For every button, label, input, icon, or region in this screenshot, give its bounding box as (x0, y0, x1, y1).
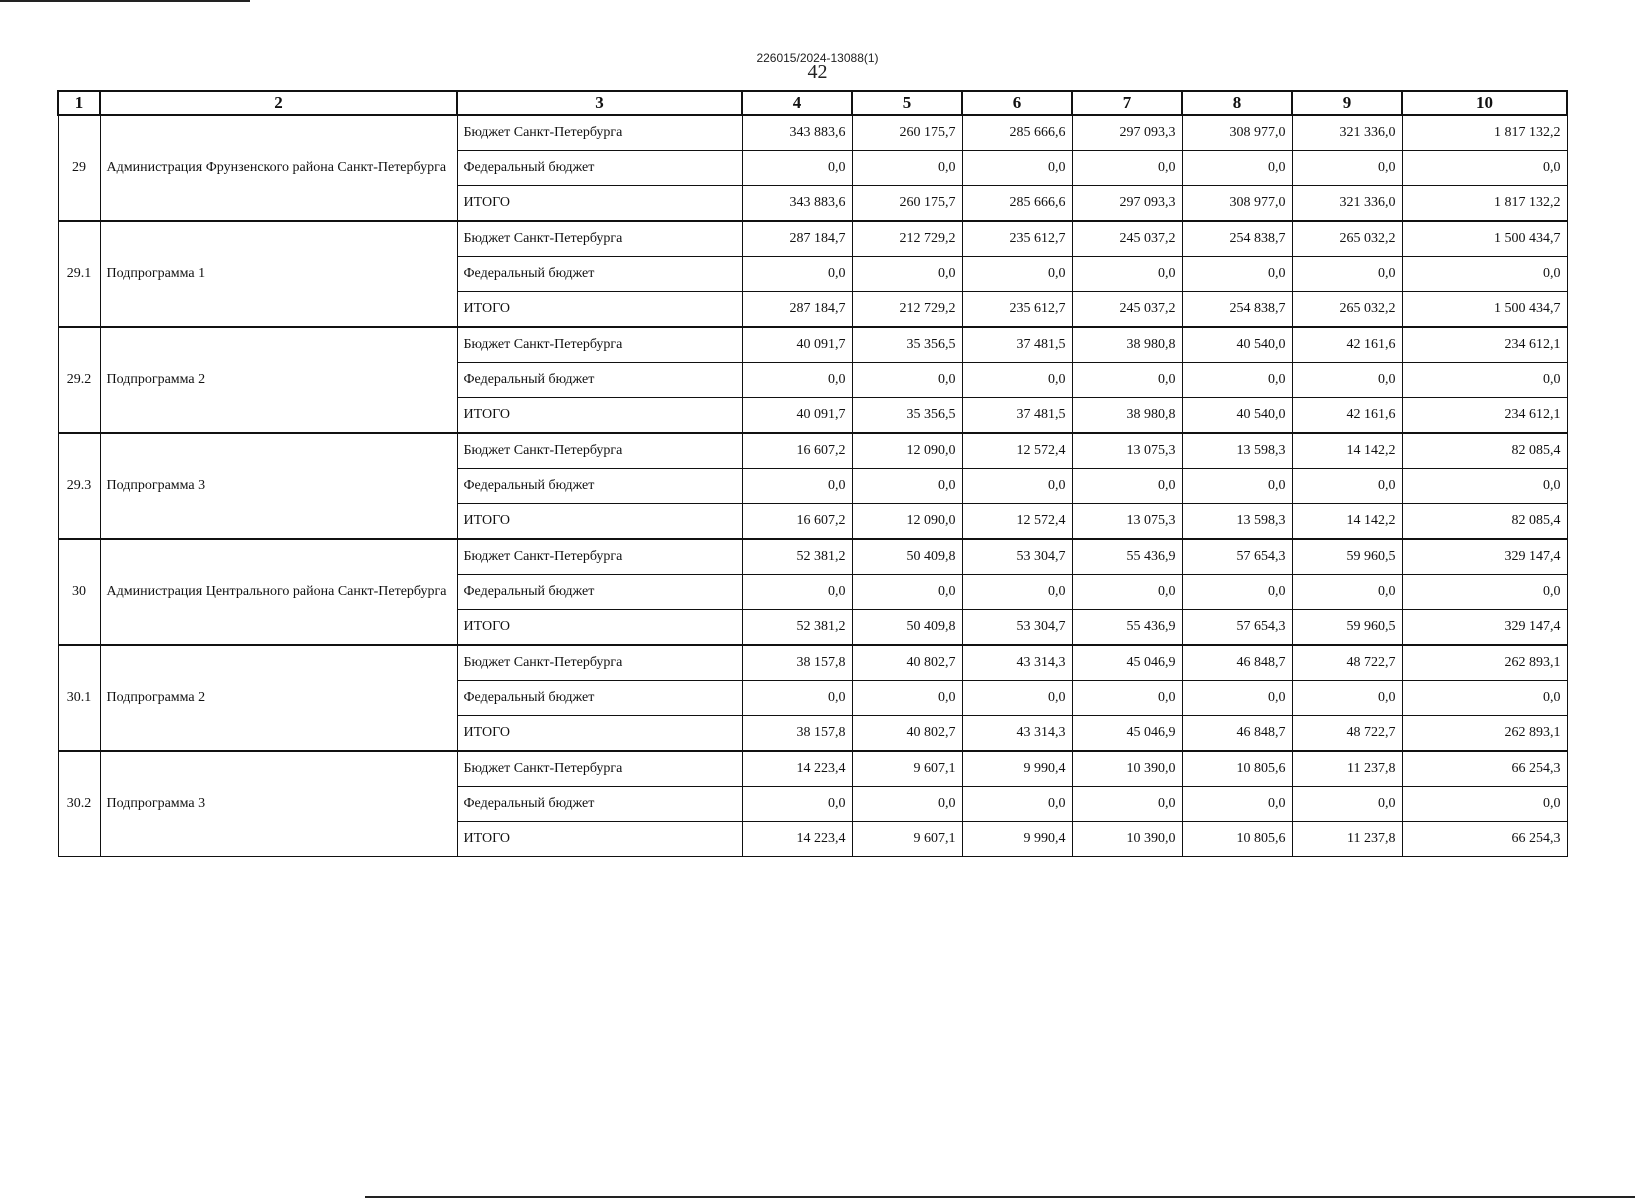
amount-cell: 0,0 (1072, 469, 1182, 504)
scan-edge-line (365, 1196, 1635, 1198)
amount-cell: 0,0 (962, 787, 1072, 822)
column-number-header-row (58, 91, 1567, 115)
funding-source: ИТОГО (457, 610, 742, 646)
row-index: 29 (58, 115, 100, 221)
funding-source: Бюджет Санкт-Петербурга (457, 433, 742, 469)
row-index: 30 (58, 539, 100, 645)
amount-cell: 40 802,7 (852, 645, 962, 681)
amount-cell: 0,0 (852, 787, 962, 822)
amount-cell: 0,0 (1182, 363, 1292, 398)
amount-cell: 40 540,0 (1182, 327, 1292, 363)
amount-cell: 48 722,7 (1292, 645, 1402, 681)
amount-cell: 0,0 (1072, 787, 1182, 822)
amount-cell: 38 157,8 (742, 716, 852, 752)
amount-cell: 10 805,6 (1182, 822, 1292, 857)
amount-cell: 0,0 (1292, 681, 1402, 716)
amount-cell: 0,0 (1402, 151, 1567, 186)
row-index: 29.2 (58, 327, 100, 433)
amount-cell: 0,0 (1182, 469, 1292, 504)
amount-cell: 287 184,7 (742, 221, 852, 257)
amount-cell: 9 990,4 (962, 822, 1072, 857)
amount-cell: 46 848,7 (1182, 645, 1292, 681)
amount-cell: 35 356,5 (852, 398, 962, 434)
executor-name: Подпрограмма 2 (100, 645, 457, 751)
amount-cell: 1 500 434,7 (1402, 292, 1567, 328)
amount-cell: 55 436,9 (1072, 610, 1182, 646)
column-header: 5 (852, 91, 962, 115)
amount-cell: 42 161,6 (1292, 398, 1402, 434)
amount-cell: 82 085,4 (1402, 433, 1567, 469)
amount-cell: 46 848,7 (1182, 716, 1292, 752)
amount-cell: 0,0 (962, 681, 1072, 716)
amount-cell: 212 729,2 (852, 292, 962, 328)
amount-cell: 37 481,5 (962, 398, 1072, 434)
executor-name: Подпрограмма 3 (100, 433, 457, 539)
column-header: 4 (742, 91, 852, 115)
amount-cell: 0,0 (742, 151, 852, 186)
amount-cell: 38 980,8 (1072, 327, 1182, 363)
amount-cell: 52 381,2 (742, 610, 852, 646)
amount-cell: 0,0 (852, 257, 962, 292)
row-index: 29.3 (58, 433, 100, 539)
amount-cell: 343 883,6 (742, 115, 852, 151)
amount-cell: 0,0 (742, 363, 852, 398)
funding-source: Федеральный бюджет (457, 257, 742, 292)
amount-cell: 0,0 (1182, 151, 1292, 186)
amount-cell: 0,0 (1072, 575, 1182, 610)
column-header: 6 (962, 91, 1072, 115)
amount-cell: 12 572,4 (962, 433, 1072, 469)
amount-cell: 297 093,3 (1072, 186, 1182, 222)
funding-source: Федеральный бюджет (457, 681, 742, 716)
table-row (58, 221, 1567, 257)
funding-source: Федеральный бюджет (457, 469, 742, 504)
amount-cell: 40 540,0 (1182, 398, 1292, 434)
amount-cell: 0,0 (742, 787, 852, 822)
amount-cell: 0,0 (1402, 363, 1567, 398)
amount-cell: 14 142,2 (1292, 433, 1402, 469)
executor-name: Подпрограмма 3 (100, 751, 457, 857)
amount-cell: 43 314,3 (962, 645, 1072, 681)
amount-cell: 0,0 (852, 151, 962, 186)
funding-source: Бюджет Санкт-Петербурга (457, 115, 742, 151)
amount-cell: 48 722,7 (1292, 716, 1402, 752)
scan-edge-line (0, 0, 250, 2)
amount-cell: 235 612,7 (962, 292, 1072, 328)
amount-cell: 59 960,5 (1292, 610, 1402, 646)
amount-cell: 0,0 (962, 575, 1072, 610)
amount-cell: 0,0 (852, 469, 962, 504)
amount-cell: 38 157,8 (742, 645, 852, 681)
amount-cell: 329 147,4 (1402, 610, 1567, 646)
amount-cell: 37 481,5 (962, 327, 1072, 363)
table-row (58, 645, 1567, 681)
amount-cell: 52 381,2 (742, 539, 852, 575)
amount-cell: 50 409,8 (852, 539, 962, 575)
amount-cell: 12 572,4 (962, 504, 1072, 540)
amount-cell: 1 817 132,2 (1402, 115, 1567, 151)
amount-cell: 0,0 (1072, 151, 1182, 186)
amount-cell: 50 409,8 (852, 610, 962, 646)
amount-cell: 0,0 (742, 469, 852, 504)
amount-cell: 40 802,7 (852, 716, 962, 752)
amount-cell: 40 091,7 (742, 398, 852, 434)
amount-cell: 212 729,2 (852, 221, 962, 257)
column-header: 10 (1402, 91, 1567, 115)
funding-source: Федеральный бюджет (457, 787, 742, 822)
amount-cell: 82 085,4 (1402, 504, 1567, 540)
amount-cell: 329 147,4 (1402, 539, 1567, 575)
amount-cell: 13 598,3 (1182, 504, 1292, 540)
amount-cell: 57 654,3 (1182, 610, 1292, 646)
amount-cell: 9 607,1 (852, 751, 962, 787)
amount-cell: 10 390,0 (1072, 822, 1182, 857)
amount-cell: 0,0 (1182, 257, 1292, 292)
funding-source: ИТОГО (457, 292, 742, 328)
table-row (58, 115, 1567, 151)
funding-source: ИТОГО (457, 398, 742, 434)
funding-source: Федеральный бюджет (457, 151, 742, 186)
amount-cell: 262 893,1 (1402, 645, 1567, 681)
amount-cell: 0,0 (1182, 787, 1292, 822)
amount-cell: 245 037,2 (1072, 292, 1182, 328)
amount-cell: 1 500 434,7 (1402, 221, 1567, 257)
funding-source: Бюджет Санкт-Петербурга (457, 645, 742, 681)
amount-cell: 0,0 (1292, 151, 1402, 186)
amount-cell: 9 990,4 (962, 751, 1072, 787)
amount-cell: 287 184,7 (742, 292, 852, 328)
amount-cell: 0,0 (852, 363, 962, 398)
amount-cell: 0,0 (1402, 575, 1567, 610)
amount-cell: 1 817 132,2 (1402, 186, 1567, 222)
amount-cell: 55 436,9 (1072, 539, 1182, 575)
amount-cell: 53 304,7 (962, 610, 1072, 646)
amount-cell: 42 161,6 (1292, 327, 1402, 363)
column-header: 8 (1182, 91, 1292, 115)
column-header: 3 (457, 91, 742, 115)
amount-cell: 308 977,0 (1182, 115, 1292, 151)
amount-cell: 0,0 (1292, 257, 1402, 292)
amount-cell: 343 883,6 (742, 186, 852, 222)
amount-cell: 38 980,8 (1072, 398, 1182, 434)
funding-source: Бюджет Санкт-Петербурга (457, 751, 742, 787)
amount-cell: 53 304,7 (962, 539, 1072, 575)
amount-cell: 66 254,3 (1402, 822, 1567, 857)
amount-cell: 308 977,0 (1182, 186, 1292, 222)
amount-cell: 254 838,7 (1182, 221, 1292, 257)
amount-cell: 14 142,2 (1292, 504, 1402, 540)
amount-cell: 11 237,8 (1292, 751, 1402, 787)
amount-cell: 321 336,0 (1292, 186, 1402, 222)
amount-cell: 13 075,3 (1072, 433, 1182, 469)
amount-cell: 234 612,1 (1402, 398, 1567, 434)
amount-cell: 12 090,0 (852, 433, 962, 469)
amount-cell: 265 032,2 (1292, 292, 1402, 328)
amount-cell: 0,0 (1292, 787, 1402, 822)
amount-cell: 260 175,7 (852, 186, 962, 222)
amount-cell: 66 254,3 (1402, 751, 1567, 787)
column-header: 2 (100, 91, 457, 115)
amount-cell: 0,0 (1402, 787, 1567, 822)
amount-cell: 0,0 (742, 681, 852, 716)
amount-cell: 9 607,1 (852, 822, 962, 857)
column-header: 9 (1292, 91, 1402, 115)
amount-cell: 0,0 (1072, 681, 1182, 716)
funding-source: ИТОГО (457, 504, 742, 540)
row-index: 29.1 (58, 221, 100, 327)
amount-cell: 0,0 (962, 469, 1072, 504)
table-row (58, 539, 1567, 575)
table-row (58, 751, 1567, 787)
table-row (58, 327, 1567, 363)
budget-table-body (58, 115, 1567, 857)
amount-cell: 254 838,7 (1182, 292, 1292, 328)
executor-name: Подпрограмма 1 (100, 221, 457, 327)
amount-cell: 10 805,6 (1182, 751, 1292, 787)
amount-cell: 297 093,3 (1072, 115, 1182, 151)
amount-cell: 234 612,1 (1402, 327, 1567, 363)
amount-cell: 265 032,2 (1292, 221, 1402, 257)
amount-cell: 40 091,7 (742, 327, 852, 363)
amount-cell: 0,0 (1182, 575, 1292, 610)
amount-cell: 245 037,2 (1072, 221, 1182, 257)
amount-cell: 14 223,4 (742, 822, 852, 857)
amount-cell: 262 893,1 (1402, 716, 1567, 752)
funding-source: Бюджет Санкт-Петербурга (457, 327, 742, 363)
amount-cell: 0,0 (1072, 257, 1182, 292)
amount-cell: 13 598,3 (1182, 433, 1292, 469)
amount-cell: 0,0 (742, 575, 852, 610)
amount-cell: 12 090,0 (852, 504, 962, 540)
amount-cell: 0,0 (962, 151, 1072, 186)
amount-cell: 45 046,9 (1072, 716, 1182, 752)
amount-cell: 285 666,6 (962, 115, 1072, 151)
table-row (58, 433, 1567, 469)
amount-cell: 10 390,0 (1072, 751, 1182, 787)
funding-source: ИТОГО (457, 716, 742, 752)
amount-cell: 0,0 (1292, 363, 1402, 398)
amount-cell: 0,0 (1402, 257, 1567, 292)
funding-source: Федеральный бюджет (457, 363, 742, 398)
document-registration-code: 226015/2024-13088(1) (756, 51, 879, 65)
amount-cell: 0,0 (742, 257, 852, 292)
amount-cell: 0,0 (852, 681, 962, 716)
amount-cell: 321 336,0 (1292, 115, 1402, 151)
amount-cell: 16 607,2 (742, 433, 852, 469)
amount-cell: 13 075,3 (1072, 504, 1182, 540)
amount-cell: 14 223,4 (742, 751, 852, 787)
amount-cell: 0,0 (962, 257, 1072, 292)
amount-cell: 43 314,3 (962, 716, 1072, 752)
executor-name: Администрация Центрального района Санкт-Петербурга (100, 539, 457, 645)
amount-cell: 235 612,7 (962, 221, 1072, 257)
amount-cell: 0,0 (1402, 469, 1567, 504)
amount-cell: 0,0 (1292, 469, 1402, 504)
amount-cell: 0,0 (1182, 681, 1292, 716)
amount-cell: 11 237,8 (1292, 822, 1402, 857)
amount-cell: 260 175,7 (852, 115, 962, 151)
executor-name: Администрация Фрунзенского района Санкт-Петербурга (100, 115, 457, 221)
row-index: 30.2 (58, 751, 100, 857)
column-header: 7 (1072, 91, 1182, 115)
column-header: 1 (58, 91, 100, 115)
amount-cell: 59 960,5 (1292, 539, 1402, 575)
executor-name: Подпрограмма 2 (100, 327, 457, 433)
amount-cell: 35 356,5 (852, 327, 962, 363)
funding-source: Федеральный бюджет (457, 575, 742, 610)
amount-cell: 0,0 (1402, 681, 1567, 716)
amount-cell: 0,0 (962, 363, 1072, 398)
row-index: 30.1 (58, 645, 100, 751)
amount-cell: 285 666,6 (962, 186, 1072, 222)
page-number: 42 (807, 61, 828, 83)
funding-source: Бюджет Санкт-Петербурга (457, 221, 742, 257)
funding-source: ИТОГО (457, 186, 742, 222)
budget-table (57, 90, 1568, 857)
amount-cell: 0,0 (852, 575, 962, 610)
amount-cell: 0,0 (1072, 363, 1182, 398)
amount-cell: 16 607,2 (742, 504, 852, 540)
funding-source: ИТОГО (457, 822, 742, 857)
funding-source: Бюджет Санкт-Петербурга (457, 539, 742, 575)
amount-cell: 45 046,9 (1072, 645, 1182, 681)
amount-cell: 57 654,3 (1182, 539, 1292, 575)
amount-cell: 0,0 (1292, 575, 1402, 610)
